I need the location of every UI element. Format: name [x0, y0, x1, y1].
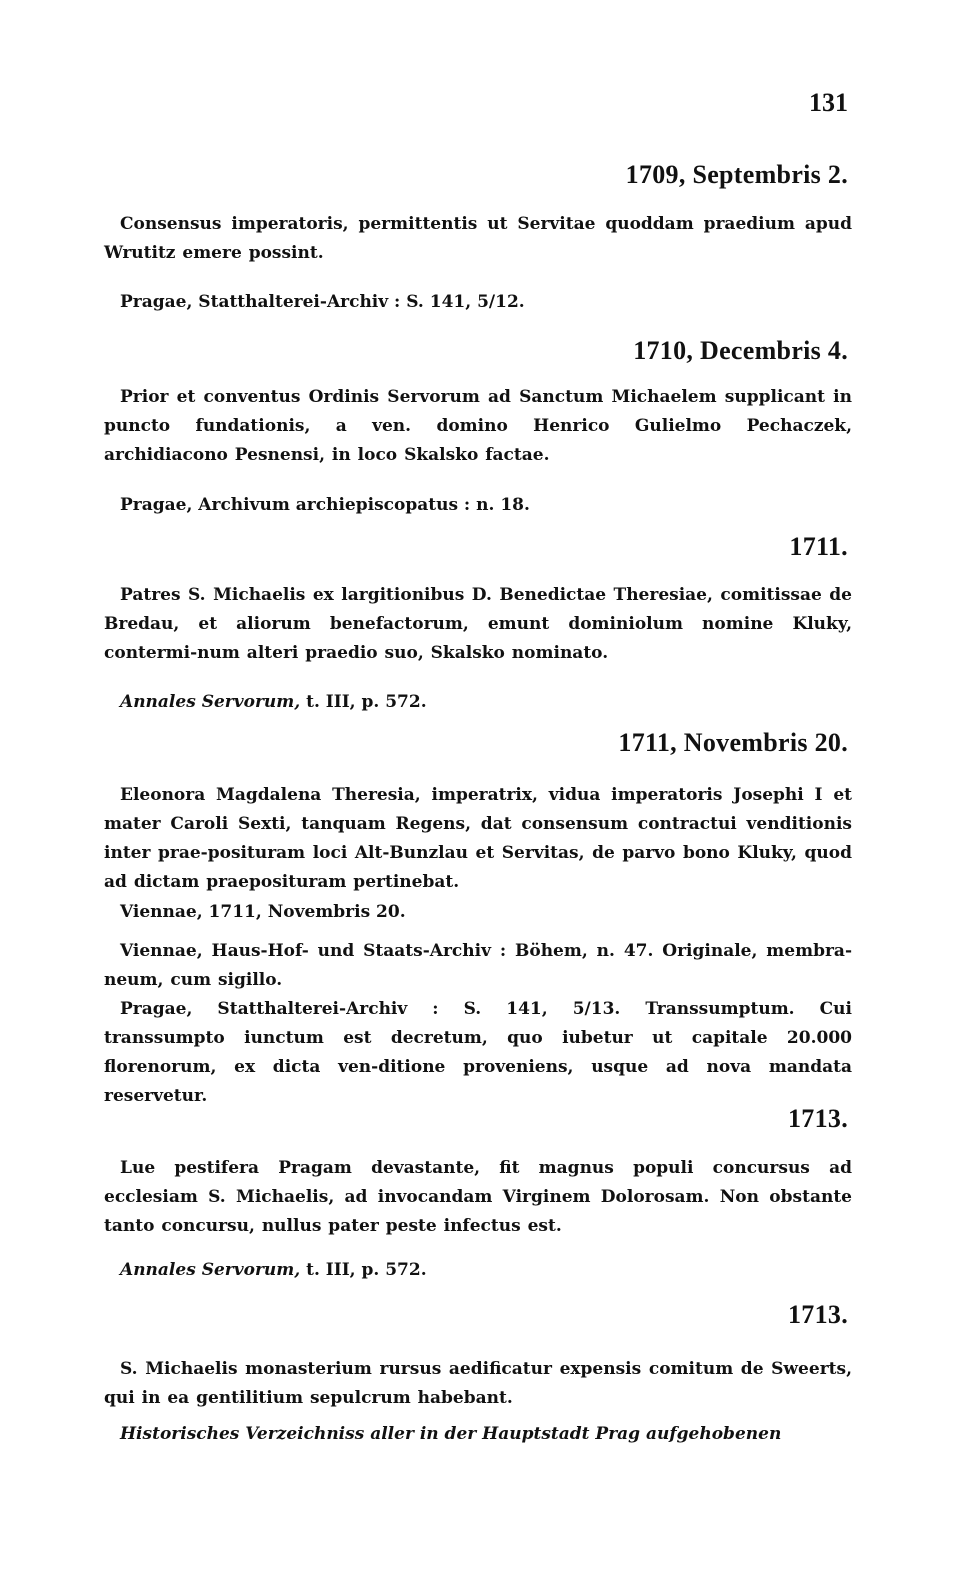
entry-place-date: Viennae, 1711, Novembris 20. [120, 902, 406, 922]
source-title: Annales Servorum, [120, 1260, 301, 1280]
entry-source: Pragae, Archivum archiepiscopatus : n. 18. [120, 495, 530, 515]
source-ref: t. III, p. 572. [300, 1260, 427, 1280]
entry-text: S. Michaelis monasterium rursus aedificatur expensis comitum de Sweerts, qui in ea gentilitium sepulcrum habebant. [104, 1359, 852, 1408]
entry-text: Prior et conventus Ordinis Servorum ad Sanctum Michaelem supplicant in puncto fundationis, a ven. domino Henrico Gulielmo Pechaczek, archidiacono Pesnensi, in loco Skalsko factae. [104, 387, 852, 465]
entry-source: Pragae, Statthalterei-Archiv : S. 141, 5/12. [120, 292, 525, 312]
entry-source [120, 1256, 850, 1285]
entry-date: 1711, Novembris 20. [618, 728, 848, 757]
entry-text: Patres S. Michaelis ex largitionibus D. Benedictae Theresiae, comitissae de Bredau, et aliorum benefactorum, emunt dominiolum nomine Kluky, contermi-num alteri praedio suo, Skalsko nominato. [104, 585, 852, 663]
page-number: 131 [809, 88, 848, 117]
entry-source: Pragae, Statthalterei-Archiv : S. 141, 5/13. Transsumptum. Cui transsumpto iunctum est decretum, quo iubetur ut capitale 20.000 florenorum, ex dicta ven-ditione proveniens, usque ad nova mandata reservetur. [104, 999, 852, 1106]
entry-date: 1711. [789, 532, 848, 561]
entry-date: 1713. [788, 1104, 848, 1133]
entry-date: 1710, Decembris 4. [633, 336, 848, 365]
entry-source [120, 688, 850, 717]
entry-source [120, 1420, 850, 1449]
source-title: Annales Servorum, [120, 692, 301, 712]
entry-text: Lue pestifera Pragam devastante, fit magnus populi concursus ad ecclesiam S. Michaelis, ad invocandam Virginem Dolorosam. Non obstante tanto concursu, nullus pater peste infectus est. [104, 1158, 852, 1236]
entry-source: Viennae, Haus-Hof- und Staats-Archiv : Böhem, n. 47. Originale, membra-neum, cum sigillo. [104, 941, 852, 990]
entry-date: 1713. [788, 1300, 848, 1329]
entry-date: 1709, Septembris 2. [625, 160, 848, 189]
entry-text: Eleonora Magdalena Theresia, imperatrix, vidua imperatoris Josephi I et mater Caroli Sexti, tanquam Regens, dat consensum contractui venditionis inter prae-posituram loci Alt-Bunzlau et Servitas, de parvo bono Kluky, quod ad dictam praeposituram pertinebat. [104, 785, 852, 892]
entry-text: Consensus imperatoris, permittentis ut Servitae quoddam praedium apud Wrutitz emere possint. [104, 214, 852, 263]
source-ref: t. III, p. 572. [300, 692, 427, 712]
source-title: Historisches Verzeichniss aller in der Hauptstadt Prag aufgehobenen [120, 1424, 782, 1444]
